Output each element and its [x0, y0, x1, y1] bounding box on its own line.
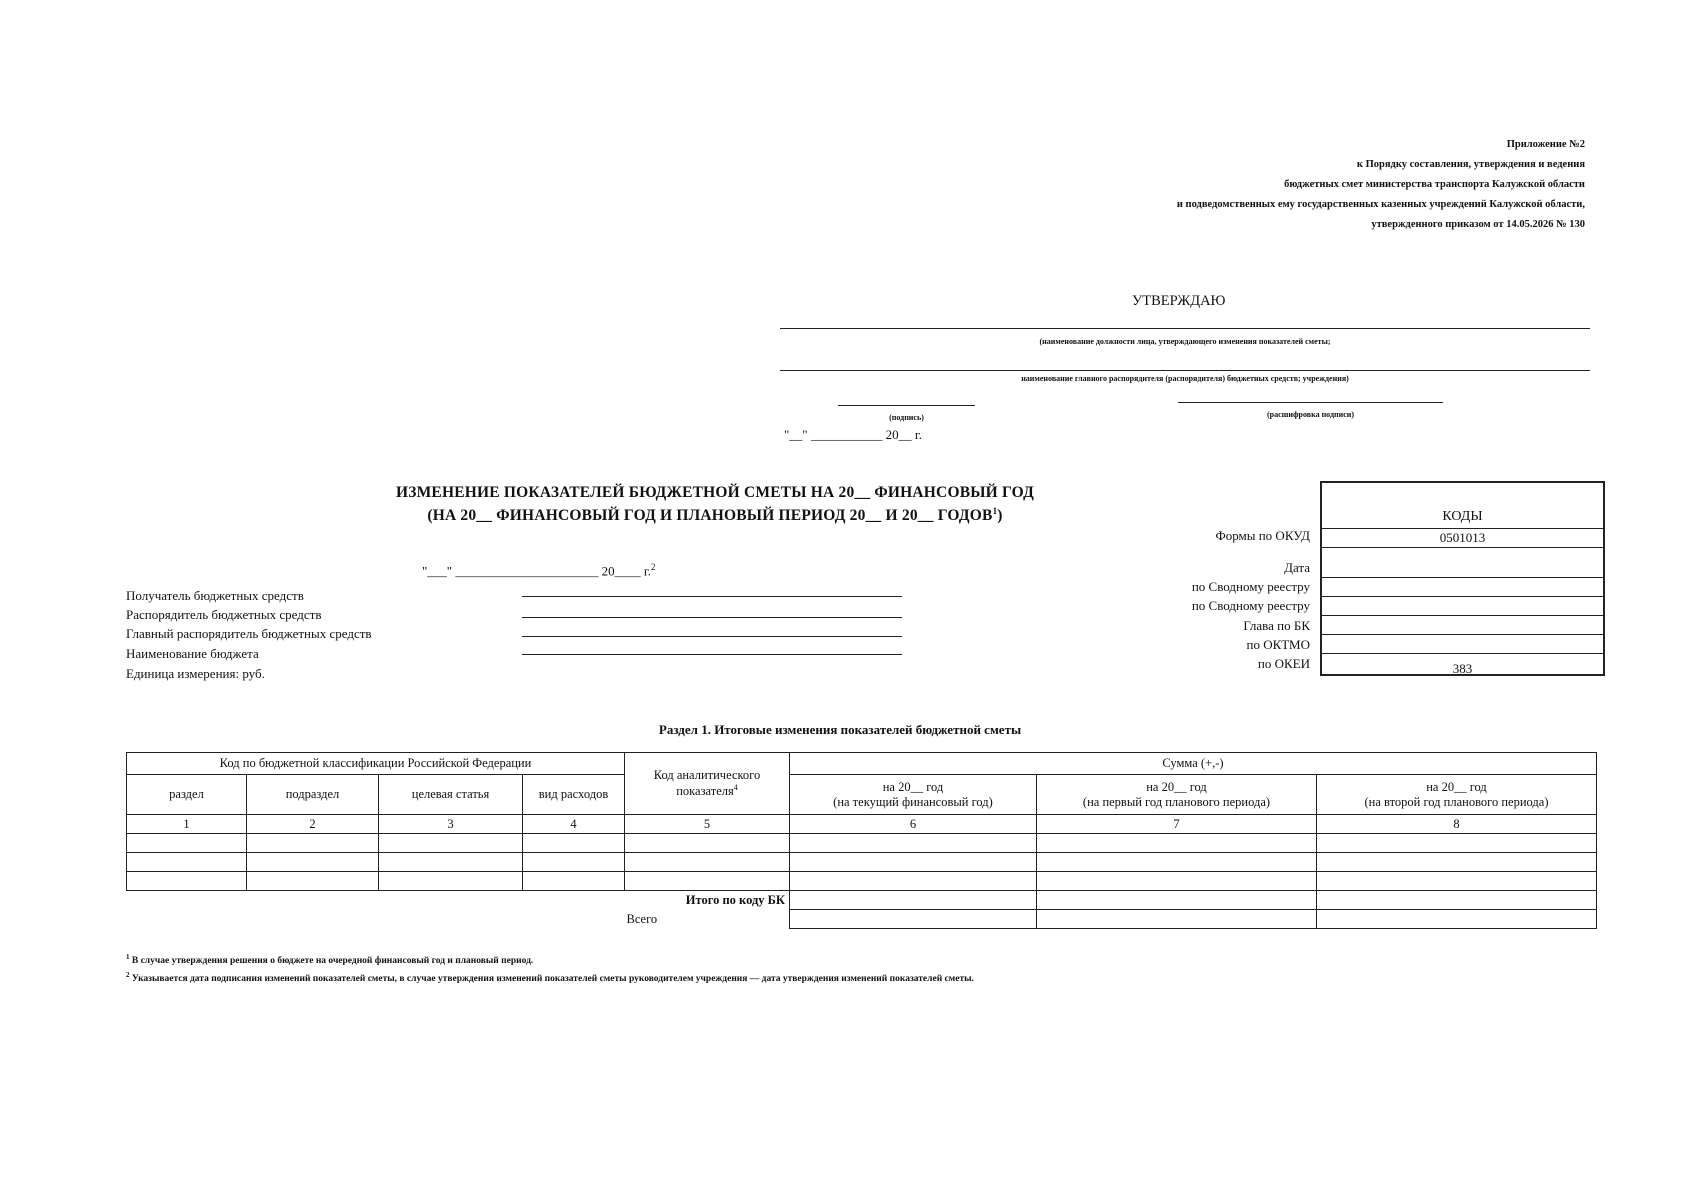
column-number: 1 [127, 815, 247, 834]
doc-date: "___" ______________________ 20____ г.$^2$ [422, 562, 656, 579]
okud-value: 0501013 [1322, 528, 1603, 547]
okei-label: по ОКЕИ [1257, 656, 1310, 671]
approval-date: "__" ___________ 20__ г. [784, 427, 922, 442]
year1-header: на 20__ год (на текущий финансовый год) [790, 775, 1037, 815]
appendix-line: утвержденного приказом от 14.05.2026 № 130 [1371, 219, 1585, 230]
date-value [1322, 577, 1603, 597]
registry-value [1322, 596, 1603, 616]
manager-label: Распорядитель бюджетных средств [126, 607, 322, 622]
section1-title: Раздел 1. Итоговые изменения показателей бюджетной сметы [658, 722, 1022, 737]
manager-caption: наименование главного распорядителя (распорядителя) бюджетных средств; учреждения) [1021, 374, 1349, 383]
column-number: 3 [379, 815, 523, 834]
column-number: 7 [1037, 815, 1317, 834]
approval-title: УТВЕРЖДАЮ [1132, 293, 1226, 309]
table-header-row [127, 775, 1597, 815]
bk-group-header: Код по бюджетной классификации Российской Федерации [127, 753, 625, 775]
total-bk-cell [1037, 891, 1317, 910]
codes-header: КОДЫ [1442, 509, 1483, 524]
column-number: 6 [790, 815, 1037, 834]
okud-label: Формы по ОКУД [1215, 528, 1310, 543]
okei-value: 383 [1452, 661, 1473, 676]
table-row [127, 834, 1597, 853]
year3-header: на 20__ год (на второй год планового периода) [1317, 775, 1597, 815]
appendix-line: к Порядку составления, утверждения и ведения [1356, 159, 1585, 170]
column-number: 8 [1317, 815, 1597, 834]
chapter-bk-value [1322, 634, 1603, 654]
year2-header: на 20__ год (на первый год планового периода) [1037, 775, 1317, 815]
registry-value [1322, 615, 1603, 635]
expense-header: вид расходов [523, 775, 625, 815]
position-line [780, 328, 1590, 329]
footnote-1: $^1$ В случае утверждения решения о бюджете на очередной финансовый год и плановый период. [126, 953, 534, 967]
column-number-row [127, 815, 1597, 834]
footnote-2: $^2$ Указывается дата подписания изменений показателей сметы, в случае утверждения изменений показателей сметы руководителем учреждения — дата утверждения изменений показателей сметы. [126, 971, 974, 985]
appendix-line: и подведомственных ему государственных казенных учреждений Калужской области, [1176, 199, 1585, 210]
appendix-line: бюджетных смет министерства транспорта Калужской области [1284, 179, 1585, 190]
table-row [127, 872, 1597, 891]
registry-label: по Сводному реестру [1191, 579, 1310, 594]
decoding-caption: (расшифровка подписи) [1266, 410, 1355, 419]
oktmo-label: по ОКТМО [1246, 637, 1310, 652]
manager-line [522, 617, 902, 618]
table-header-row [127, 753, 1597, 775]
appendix-number: Приложение №2 [1506, 139, 1585, 150]
subsection-header: подраздел [247, 775, 379, 815]
total-bk-row [127, 891, 1597, 910]
signature-caption: (подпись) [889, 413, 924, 422]
total-bk-cell [1317, 891, 1597, 910]
decoding-line [1178, 402, 1443, 403]
total-cell [790, 910, 1037, 929]
target-header: целевая статья [379, 775, 523, 815]
chief-manager-line [522, 636, 902, 637]
manager-line [780, 370, 1590, 371]
doc-title-line2: (НА 20__ ФИНАНСОВЫЙ ГОД И ПЛАНОВЫЙ ПЕРИОД 20__ И 20__ ГОДОВ$^1$) [427, 506, 1003, 525]
table-row [127, 853, 1597, 872]
sum-group-header: Сумма (+,-) [790, 753, 1597, 775]
chief-manager-label: Главный распорядитель бюджетных средств [126, 626, 372, 641]
total-cell [1037, 910, 1317, 929]
total-label: Всего [626, 911, 658, 926]
doc-title-line1: ИЗМЕНЕНИЕ ПОКАЗАТЕЛЕЙ БЮДЖЕТНОЙ СМЕТЫ НА 20__ ФИНАНСОВЫЙ ГОД [395, 484, 1035, 501]
column-number: 4 [523, 815, 625, 834]
recipient-line [522, 596, 902, 597]
recipient-label: Получатель бюджетных средств [126, 588, 304, 603]
column-number: 5 [625, 815, 790, 834]
total-cell [1317, 910, 1597, 929]
chapter-bk-label: Глава по БК [1243, 618, 1310, 633]
date-label: Дата [1284, 560, 1310, 575]
total-bk-cell [790, 891, 1037, 910]
registry-label: по Сводному реестру [1191, 598, 1310, 613]
section1-table [126, 752, 1597, 929]
codes-box [1320, 481, 1605, 676]
total-row [127, 910, 1597, 929]
budget-name-line [522, 654, 902, 655]
total-bk-label: Итого по коду БК [685, 892, 785, 907]
column-number: 2 [247, 815, 379, 834]
signature-line [838, 405, 975, 406]
budget-name-label: Наименование бюджета [126, 646, 259, 661]
unit-label: Единица измерения: руб. [126, 666, 265, 681]
position-caption: (наименование должности лица, утверждающего изменения показателей сметы; [1039, 337, 1331, 346]
section-header: раздел [127, 775, 247, 815]
analytic-header: Код аналитического показателя$^4$ [625, 753, 790, 815]
